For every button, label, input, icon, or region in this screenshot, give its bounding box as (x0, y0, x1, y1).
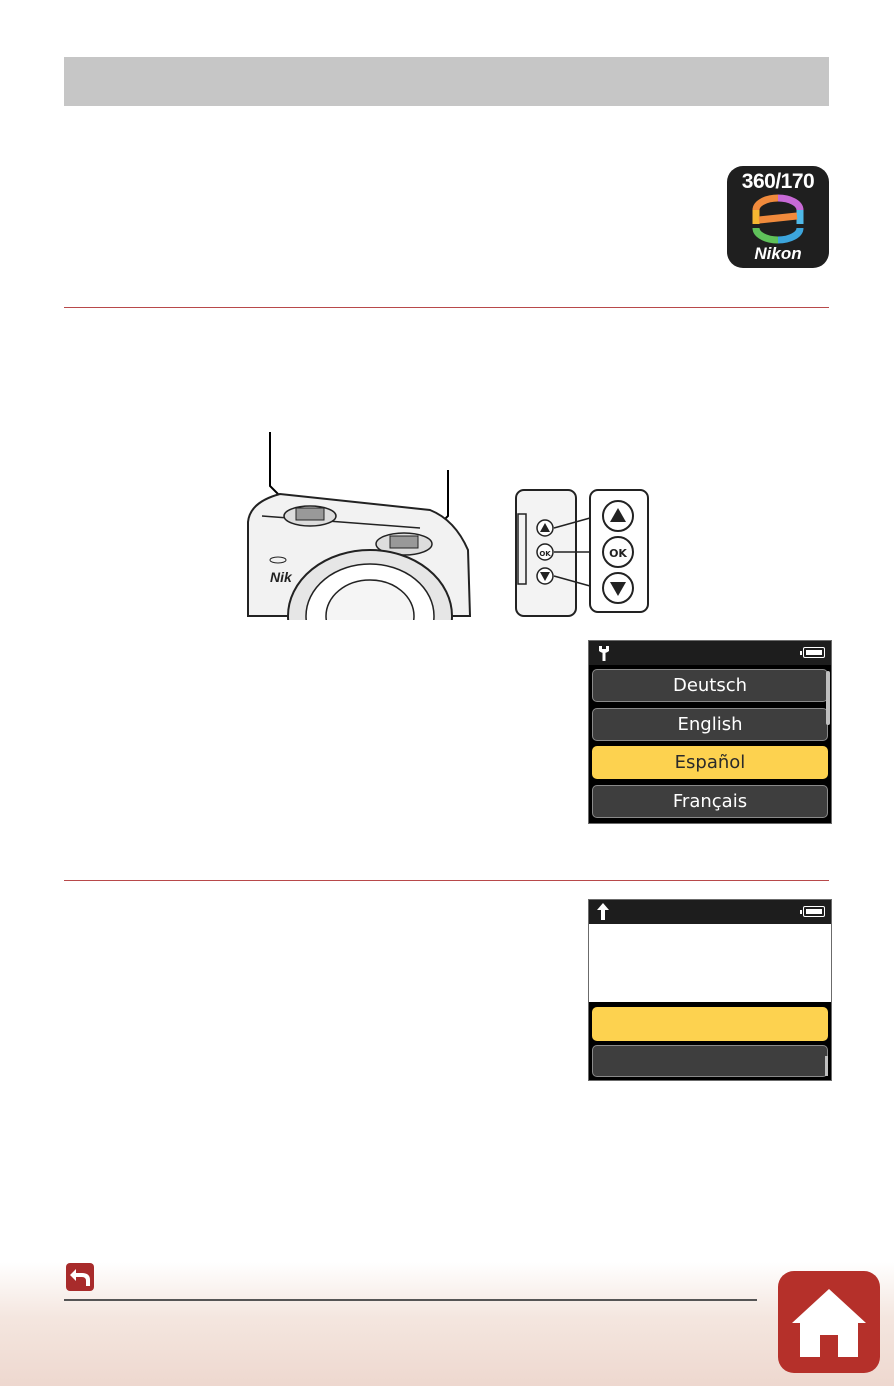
camera-buttons-illustration (240, 430, 660, 620)
home-button[interactable] (778, 1271, 880, 1373)
app-icon-brand: Nikon (754, 244, 802, 263)
battery-icon (803, 647, 825, 658)
option-unselected[interactable] (592, 1045, 828, 1077)
snapbridge-app-icon (727, 166, 829, 268)
back-arrow-icon (66, 1263, 94, 1291)
wrench-icon (597, 645, 611, 661)
footer-background (0, 1262, 894, 1386)
battery-icon (803, 906, 825, 917)
scrollbar[interactable] (825, 1056, 828, 1076)
up-arrow-icon (597, 903, 609, 920)
section-divider (64, 307, 829, 308)
app-icon-title: 360/170 (741, 170, 815, 193)
home-icon (778, 1271, 880, 1373)
scrollbar[interactable] (826, 671, 830, 725)
language-option-espanol[interactable]: Español (592, 746, 828, 779)
svg-text:OK: OK (539, 550, 551, 558)
upload-status-bar (589, 900, 831, 924)
section-divider-2 (64, 880, 829, 881)
ring-logo-icon (751, 194, 805, 244)
language-option-francais[interactable]: Français (592, 785, 828, 818)
section-header-bar (64, 57, 829, 106)
language-screen (588, 640, 832, 824)
back-button[interactable] (66, 1263, 94, 1291)
footer-divider (64, 1299, 757, 1301)
screen-status-bar (589, 641, 831, 665)
svg-text:Nik: Nik (270, 569, 292, 585)
option-selected[interactable] (592, 1007, 828, 1041)
upload-screen (588, 899, 832, 1081)
svg-text:OK: OK (609, 547, 627, 560)
language-option-english[interactable]: English (592, 708, 828, 741)
language-option-deutsch[interactable]: Deutsch (592, 669, 828, 702)
